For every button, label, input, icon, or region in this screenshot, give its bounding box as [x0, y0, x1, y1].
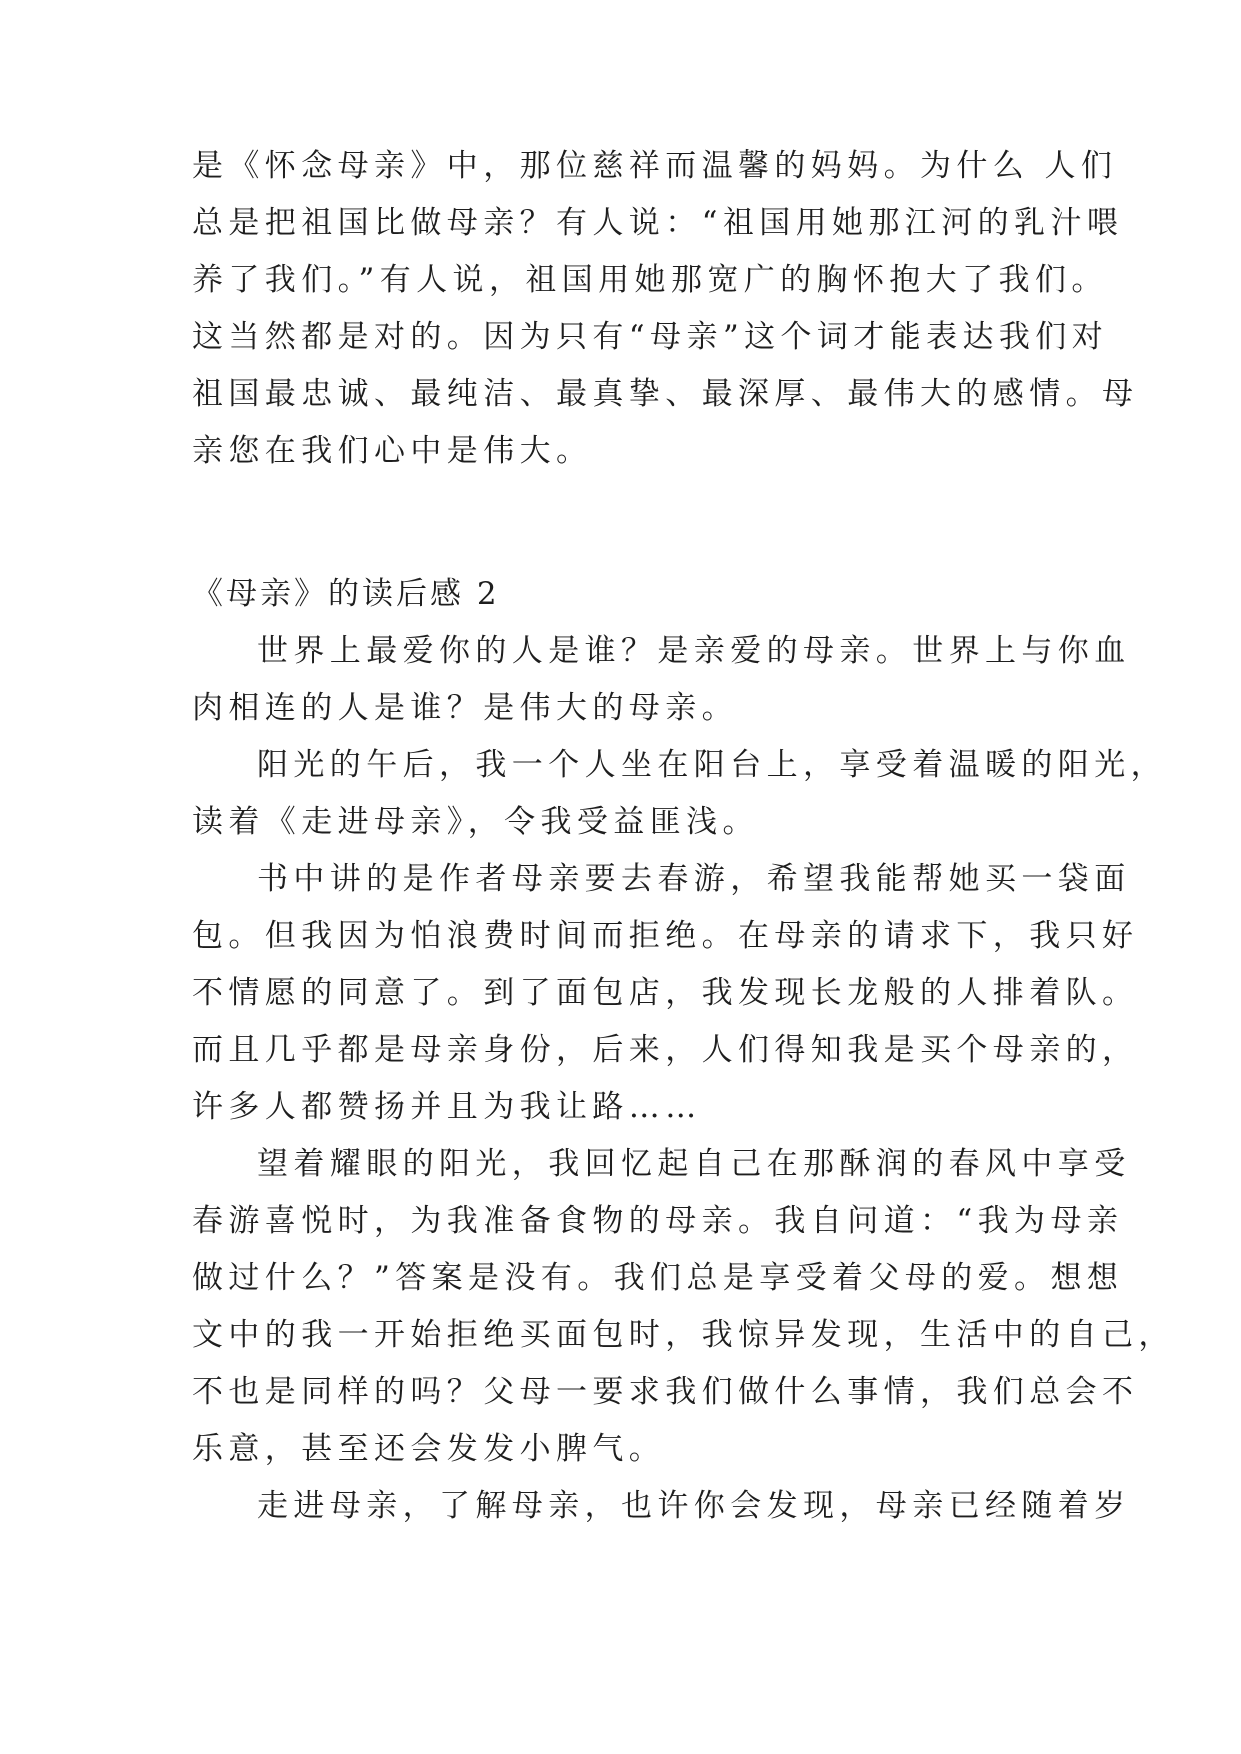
intro-line: 是《怀念母亲》中，那位慈祥而温馨的妈妈。为什么 人们	[192, 148, 1118, 184]
paragraph-line: 读着《走进母亲》，令我受益匪浅。	[192, 804, 759, 840]
paragraph-line: 而且几乎都是母亲身份，后来，人们得知我是买个母亲的，	[192, 1032, 1139, 1068]
paragraph-line: 书中讲的是作者母亲要去春游，希望我能帮她买一袋面	[257, 861, 1131, 897]
paragraph-line: 世界上最爱你的人是谁？是亲爱的母亲。世界上与你血	[257, 633, 1131, 669]
intro-line: 亲您在我们心中是伟大。	[192, 433, 593, 469]
paragraph-line: 春游喜悦时，为我准备食物的母亲。我自问道：“我为母亲	[192, 1203, 1124, 1239]
intro-line: 这当然都是对的。因为只有“母亲”这个词才能表达我们对	[192, 319, 1109, 355]
paragraph-line: 望着耀眼的阳光，我回忆起自己在那酥润的春风中享受	[257, 1146, 1131, 1182]
paragraph-line: 不也是同样的吗？父母一要求我们做什么事情，我们总会不	[192, 1374, 1139, 1410]
intro-line: 总是把祖国比做母亲？有人说：“祖国用她那江河的乳汁喂	[192, 205, 1124, 241]
paragraph-line: 肉相连的人是谁？是伟大的母亲。	[192, 690, 738, 726]
paragraph-line: 文中的我一开始拒绝买面包时，我惊异发现，生活中的自己，	[192, 1317, 1175, 1353]
paragraph-line: 不情愿的同意了。到了面包店，我发现长龙般的人排着队。	[192, 975, 1139, 1011]
paragraph-line: 许多人都赞扬并且为我让路……	[192, 1089, 702, 1125]
paragraph-line: 包。但我因为怕浪费时间而拒绝。在母亲的请求下，我只好	[192, 918, 1139, 954]
intro-line: 养了我们。”有人说，祖国用她那宽广的胸怀抱大了我们。	[192, 262, 1108, 298]
paragraph-line: 阳光的午后，我一个人坐在阳台上，享受着温暖的阳光，	[257, 747, 1167, 783]
paragraph-line: 走进母亲，了解母亲，也许你会发现，母亲已经随着岁	[257, 1488, 1131, 1524]
intro-line: 祖国最忠诚、最纯洁、最真挚、最深厚、最伟大的感情。母	[192, 376, 1139, 412]
paragraph-line: 乐意，甚至还会发发小脾气。	[192, 1431, 666, 1467]
section-title: 《母亲》的读后感 2	[192, 576, 500, 612]
paragraph-line: 做过什么？”答案是没有。我们总是享受着父母的爱。想想	[192, 1260, 1124, 1296]
